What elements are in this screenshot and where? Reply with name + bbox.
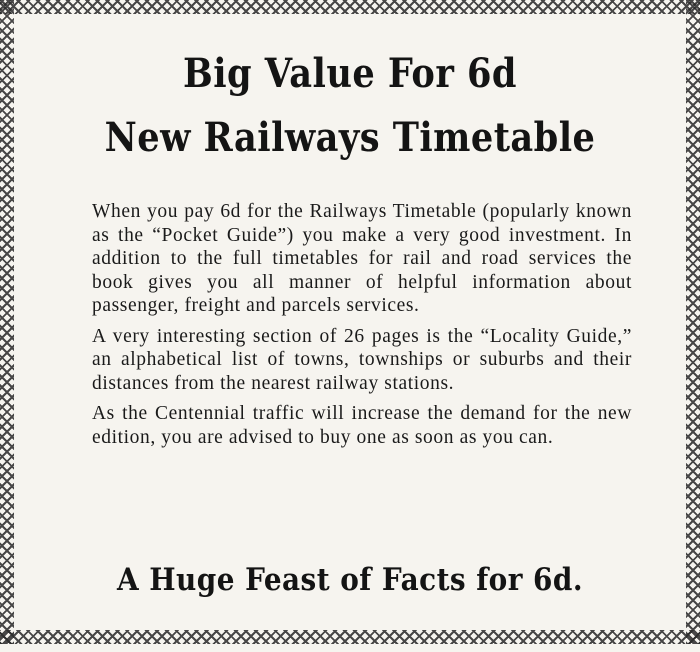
body-paragraph-1: When you pay 6d for the Railways Timetable (popularly known as the “Pocket Guide”) you make a very good investment. In addition to the full timetables for rail and road services the book gives you all manner of helpful information about passenger, freight and parcels services. bbox=[92, 201, 632, 316]
advert-content bbox=[22, 22, 678, 622]
headline-price: Big Value For 6d bbox=[183, 50, 517, 97]
ornamental-border-left bbox=[0, 0, 14, 644]
tagline: A Huge Feast of Facts for 6d. bbox=[116, 562, 584, 598]
advert-body bbox=[92, 200, 632, 456]
ornamental-border-right bbox=[686, 0, 700, 644]
headline-title: New Railways Timetable bbox=[104, 114, 596, 161]
body-paragraph-2: A very interesting section of 26 pages is the “Locality Guide,” an alphabetical list of towns, townships or suburbs and their distances from the nearest railway stations. bbox=[92, 325, 632, 394]
ornamental-border-top bbox=[0, 0, 700, 14]
ornamental-border-bottom bbox=[0, 630, 700, 644]
body-paragraph-3: As the Centennial traffic will increase the demand for the new edition, you are advised to buy one as soon as you can. bbox=[92, 403, 632, 448]
